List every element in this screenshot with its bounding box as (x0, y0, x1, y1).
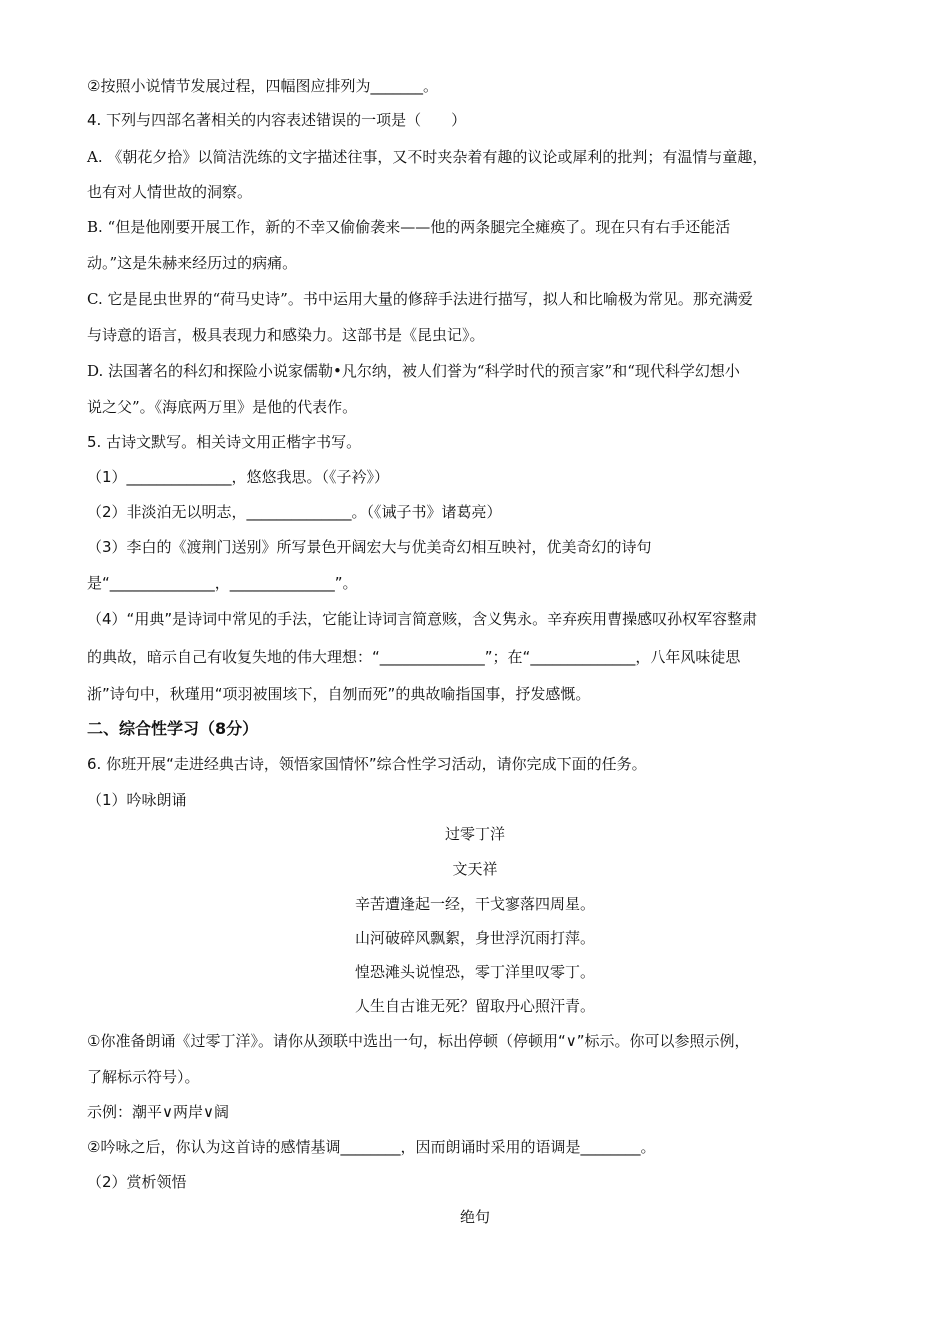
question-3-2-line: ②按照小说情节发展过程，四幅图应排列为_______。 (87, 77, 438, 95)
question-5-4-line-3: 浙”诗句中，秋瑾用“项羽被围垓下，自刎而死”的典故喻指国事，抒发感慨。 (87, 685, 591, 703)
poem-author: 文天祥 (452, 860, 498, 878)
question-5-3-line-1: （3）李白的《渡荆门送别》所写景色开阔宏大与优美奇幻相互映衬，优美奇幻的诗句 (87, 538, 652, 556)
poem-line-1: 辛苦遭逢起一经，干戈寥落四周星。 (354, 895, 595, 913)
option-b-line-2: 动。”这是朱赫来经历过的病痛。 (87, 254, 298, 272)
option-a-line-2: 也有对人情世故的洞察。 (87, 183, 253, 201)
subtask-1-2: ②吟咏之后，你认为这首诗的感情基调________，因而朗诵时采用的语调是________。 (87, 1138, 656, 1156)
question-5-2: （2）非淡泊无以明志，______________。（《诫子书》诸葛亮） (87, 503, 502, 521)
question-5-4-line-1: （4）“用典”是诗词中常见的手法，它能让诗词言简意赅，含义隽永。辛弃疾用曹操感叹孙权军容整肃 (87, 610, 758, 628)
option-d-line-1: D. 法国著名的科幻和探险小说家儒勒•凡尔纳，被人们誉为“科学时代的预言家”和“现代科学幻想小 (87, 362, 740, 380)
subtask-1-1-line-1: ①你准备朗诵《过零丁洋》。请你从颈联中选出一句，标出停顿（停顿用“∨”标示。你可以参照示例， (87, 1032, 750, 1050)
question-5-stem: 5. 古诗文默写。相关诗文用正楷字书写。 (87, 433, 362, 451)
option-a-line-1: A. 《朝花夕拾》以简洁洗练的文字描述往事，又不时夹杂着有趣的议论或犀利的批判；有温情与童趣， (87, 148, 768, 166)
question-5-3-line-2: 是“______________，______________”。 (87, 574, 358, 592)
subtask-2-heading: （2）赏析领悟 (87, 1173, 187, 1191)
subtask-1-heading: （1）吟咏朗诵 (87, 791, 187, 809)
option-c-line-2: 与诗意的语言，极具表现力和感染力。这部书是《昆虫记》。 (87, 326, 485, 344)
section-2-heading: 二、综合性学习（8分） (87, 719, 259, 738)
poem-line-2: 山河破碎风飘絮，身世浮沉雨打萍。 (354, 929, 595, 947)
poem-title: 过零丁洋 (444, 825, 505, 843)
question-5-4-line-2: 的典故，暗示自己有收复失地的伟大理想：“______________”；在“______________，八年风味徒思 (87, 648, 741, 666)
option-b-line-1: B. “但是他刚要开展工作，新的不幸又偷偷袭来——他的两条腿完全瘫痪了。现在只有右手还能活 (87, 218, 731, 236)
example-line: 示例：潮平∨两岸∨阔 (87, 1103, 229, 1121)
question-5-1: （1）______________，悠悠我思。（《子衿》） (87, 468, 390, 486)
question-6-stem: 6. 你班开展“走进经典古诗，领悟家国情怀”综合性学习活动，请你完成下面的任务。 (87, 755, 647, 773)
option-c-line-1: C. 它是昆虫世界的“荷马史诗”。书中运用大量的修辞手法进行描写，拟人和比喻极为常见。那充满爱 (87, 290, 753, 308)
option-d-line-2: 说之父”。《海底两万里》是他的代表作。 (87, 398, 358, 416)
poem-2-title: 绝句 (459, 1208, 490, 1226)
poem-line-3: 惶恐滩头说惶恐，零丁洋里叹零丁。 (354, 963, 595, 981)
question-4-stem: 4. 下列与四部名著相关的内容表述错误的一项是（ ） (87, 111, 467, 129)
poem-line-4: 人生自古谁无死？留取丹心照汗青。 (354, 997, 595, 1015)
subtask-1-1-line-2: 了解标示符号）。 (87, 1068, 200, 1086)
